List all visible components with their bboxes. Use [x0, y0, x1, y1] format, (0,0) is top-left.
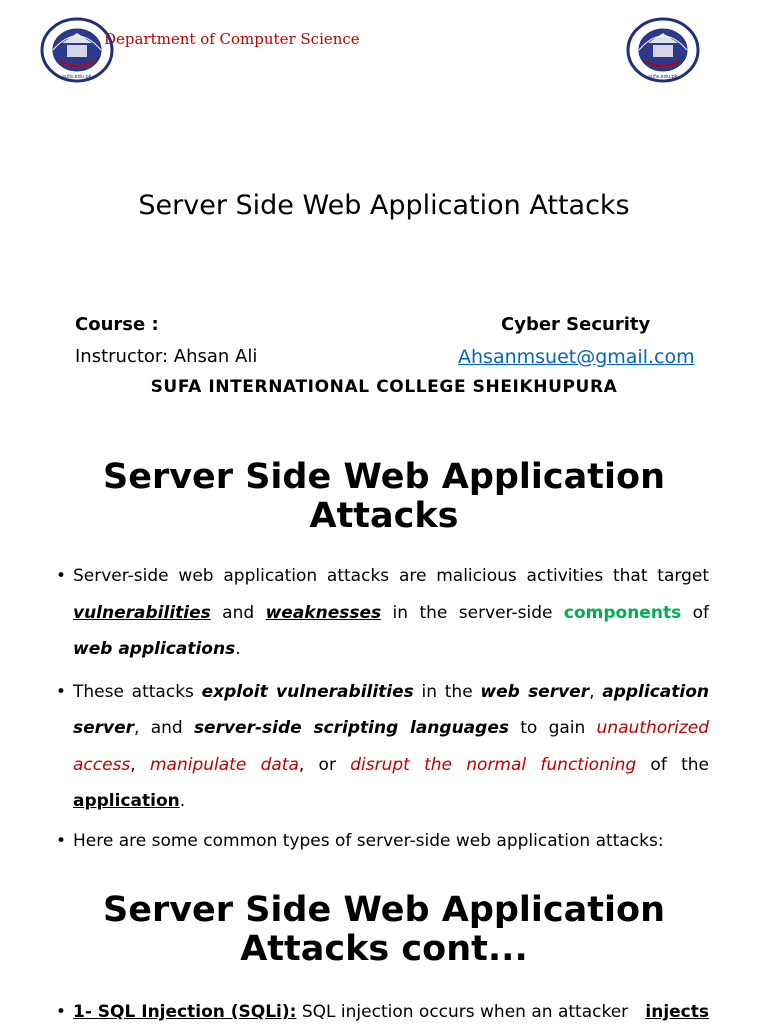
term-injects: injects [645, 1002, 709, 1022]
svg-text:sufa.edu.pk: sufa.edu.pk [62, 74, 92, 80]
svg-text:sufa.edu.pk: sufa.edu.pk [648, 74, 678, 80]
slide-title [0, 458, 768, 536]
term-disrupt: disrupt the normal functioning [350, 754, 637, 775]
bullet-text: These attacks [73, 681, 202, 702]
bullet-text: , and [134, 718, 194, 738]
bullet-text: SQL injection occurs when an attacker [296, 1002, 629, 1022]
college-name: SUFA INTERNATIONAL COLLEGE SHEIKHUPURA [150, 377, 618, 397]
bullet-icon: • [56, 681, 67, 702]
slide-title-line1: Server Side Web Application [103, 890, 665, 930]
term-scripting-languages: server-side scripting languages [193, 718, 509, 738]
college-logo-right [626, 17, 700, 83]
slide-title-line2: Attacks cont... [240, 929, 528, 969]
department-heading: Department of Computer Science [104, 30, 360, 48]
slide-title-line2: Attacks [309, 496, 459, 536]
bullet-text: . [179, 791, 186, 811]
slide-title-cont [0, 891, 768, 969]
instructor-name: Instructor: Ahsan Ali [75, 346, 258, 367]
bullet-item [56, 674, 709, 820]
bullet-text: to gain [508, 718, 597, 738]
term-exploit: exploit vulnerabilities [201, 681, 414, 702]
bullet-text: in the server-side [381, 602, 564, 623]
course-label: Course : [75, 314, 159, 335]
bullet-text: Server-side web application attacks are malicious activities that target [73, 566, 709, 586]
term-web-server: web server [480, 681, 590, 702]
bullet-text: in the [413, 681, 481, 702]
term-application-server: application server [73, 681, 709, 738]
bullet-text: , [130, 754, 150, 775]
bullet-text: and [210, 602, 266, 623]
bullet-text: of [681, 602, 710, 623]
bullet-item [56, 558, 709, 668]
term-vulnerabilities: vulnerabilities [73, 602, 211, 623]
term-application: application [73, 791, 180, 811]
term-web-applications: web applications [73, 639, 236, 659]
term-components: components [563, 602, 682, 623]
bullet-text: Here are some common types of server-side web application attacks: [73, 830, 664, 851]
bullet-text: , [589, 681, 603, 702]
college-logo-left [40, 17, 114, 83]
bullet-icon: • [56, 566, 67, 586]
bullet-list [56, 558, 709, 856]
bullet-item [56, 826, 709, 856]
course-value: Cyber Security [501, 314, 651, 335]
bullet-text: of the [636, 754, 709, 775]
term-unauthorized-access: unauthorized access [73, 718, 710, 775]
slide-title-line1: Server Side Web Application [103, 457, 665, 497]
term-manipulate-data: manipulate data [149, 754, 299, 775]
bullet-item [56, 997, 709, 1027]
instructor-email-link[interactable]: Ahsanmsuet@gmail.com [458, 346, 695, 368]
bullet-icon: • [56, 830, 67, 851]
bullet-list-cont [56, 997, 709, 1027]
sqli-heading: 1- SQL Injection (SQLi): [73, 1002, 297, 1022]
bullet-text: , or [298, 754, 351, 775]
document-title: Server Side Web Application Attacks [138, 190, 630, 221]
bullet-icon: • [56, 1002, 67, 1022]
bullet-text: . [235, 639, 241, 659]
term-weaknesses: weaknesses [265, 602, 382, 623]
